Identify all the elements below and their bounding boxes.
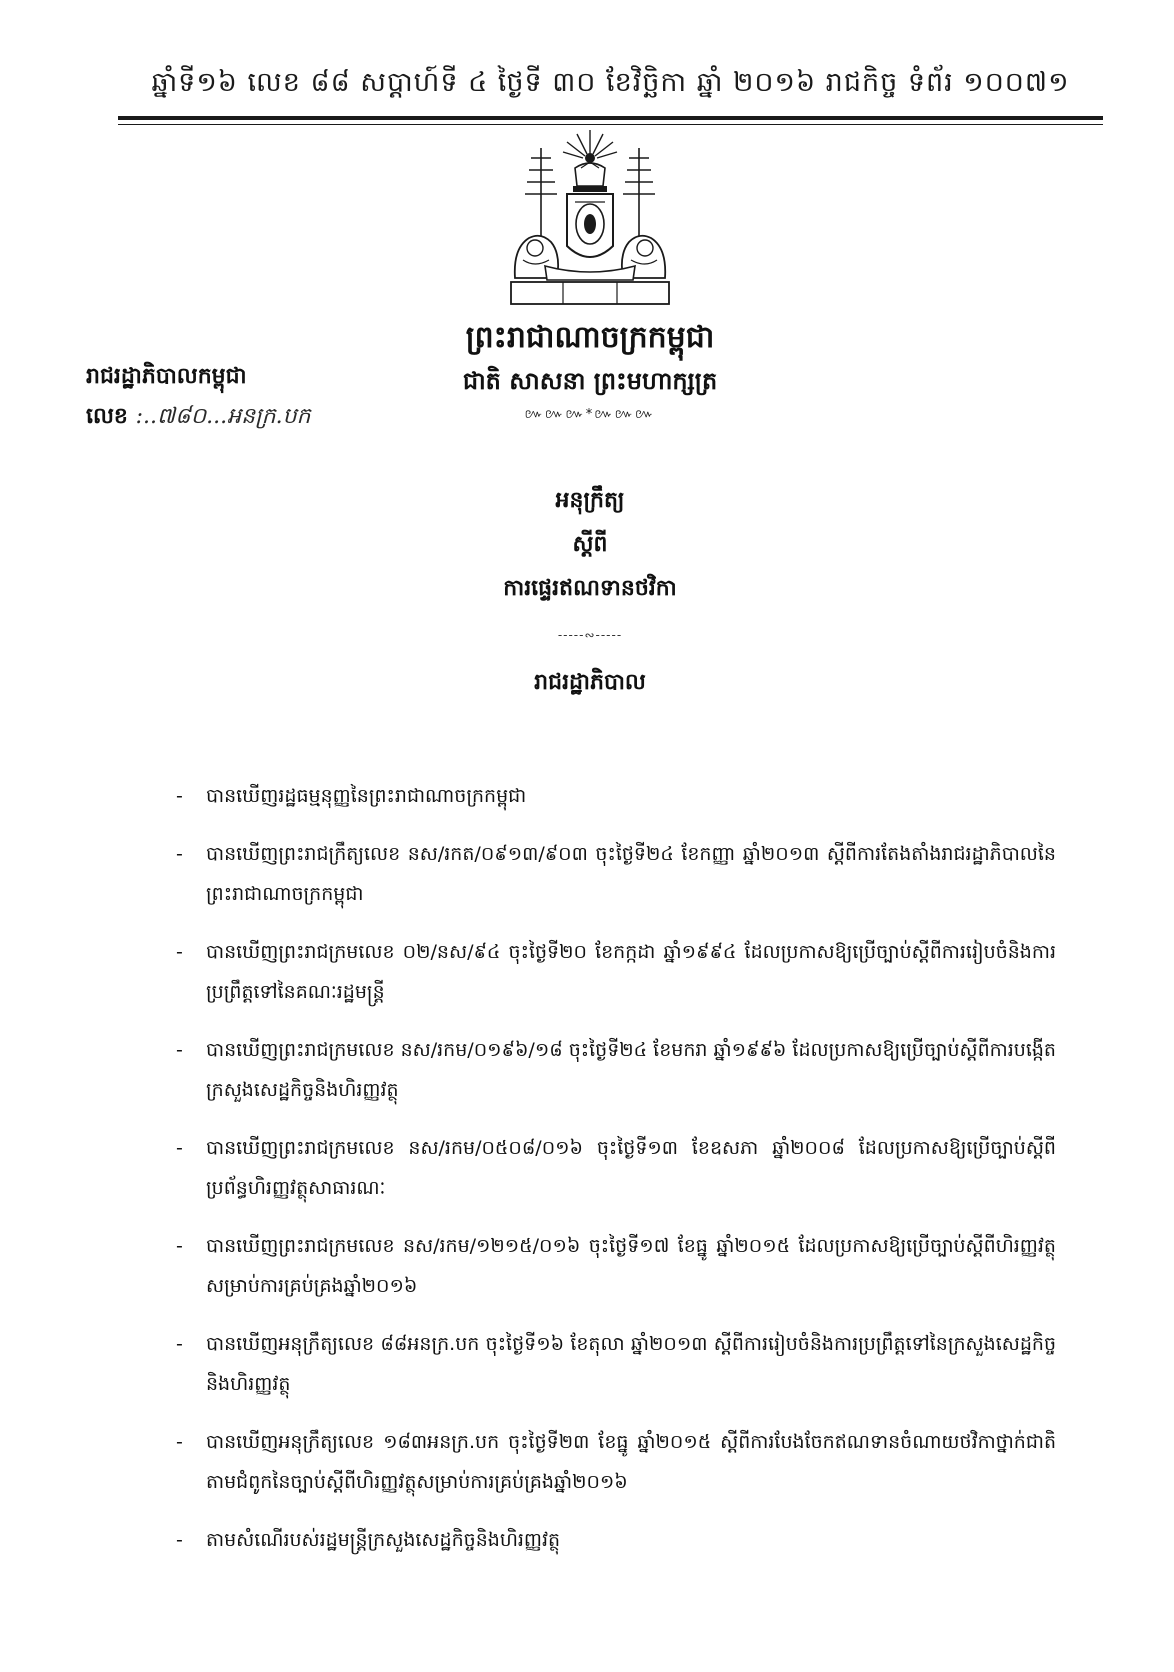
- recital-text: បានឃើញព្រះរាជក្រឹត្យលេខ នស/រកត/០៩១៣/៩០៣ ចុះថ្ងៃទី២៤ ខែកញ្ញា ឆ្នាំ២០១៣ ស្តីពីការតែងតាំងរាជរដ្ឋាភិបាលនៃព្រះរាជាណាចក្រកម្ពុជា: [206, 843, 1056, 905]
- document-number-label: លេខ: [86, 404, 128, 429]
- recital-text: តាមសំណើរបស់រដ្ឋមន្ត្រីក្រសួងសេដ្ឋកិច្ចនិងហិរញ្ញវត្ថុ: [206, 1529, 561, 1551]
- list-item: - បានឃើញព្រះរាជក្រឹត្យលេខ នស/រកត/០៩១៣/៩០៣ ចុះថ្ងៃទី២៤ ខែកញ្ញា ឆ្នាំ២០១៣ ស្តីពីការតែងតាំងរាជរដ្ឋាភិបាលនៃព្រះរាជាណាចក្រកម្ពុជា: [176, 834, 1056, 914]
- list-item: - តាមសំណើរបស់រដ្ឋមន្ត្រីក្រសួងសេដ្ឋកិច្ចនិងហិរញ្ញវត្ថុ: [176, 1520, 1056, 1560]
- issuing-government: រាជរដ្ឋាភិបាលកម្ពុជា: [86, 364, 247, 389]
- list-item: - បានឃើញអនុក្រឹត្យលេខ ១៨៣អនក្រ.បក ចុះថ្ងៃទី២៣ ខែធ្នូ ឆ្នាំ២០១៥ ស្តីពីការបែងចែកឥណទានចំណាយថវិកាថ្នាក់ជាតិតាមជំពូកនៃច្បាប់ស្តីពីហិរញ្ញវត្ថុសម្រាប់ការគ្រប់គ្រងឆ្នាំ២០១៦: [176, 1422, 1056, 1502]
- list-item: - បានឃើញព្រះរាជក្រមលេខ នស/រកម/០១៩៦/១៨ ចុះថ្ងៃទី២៤ ខែមករា ឆ្នាំ១៩៩៦ ដែលប្រកាសឱ្យប្រើច្បាប់ស្តីពីការបង្កើតក្រសួងសេដ្ឋកិច្ចនិងហិរញ្ញវត្ថុ: [176, 1030, 1056, 1110]
- recital-text: បានឃើញព្រះរាជក្រមលេខ ០២/នស/៩៤ ចុះថ្ងៃទី២០ ខែកក្កដា ឆ្នាំ១៩៩៤ ដែលប្រកាសឱ្យប្រើច្បាប់ស្តីពីការរៀបចំនិងការប្រព្រឹត្តទៅនៃគណៈរដ្ឋមន្ត្រី: [206, 941, 1056, 1003]
- recitals-list: [176, 776, 1056, 1578]
- recital-text: បានឃើញព្រះរាជក្រមលេខ នស/រកម/១២១៥/០១៦ ចុះថ្ងៃទី១៧ ខែធ្នូ ឆ្នាំ២០១៥ ដែលប្រកាសឱ្យប្រើច្បាប់ស្តីពីហិរញ្ញវត្ថុសម្រាប់ការគ្រប់គ្រងឆ្នាំ២០១៦: [206, 1235, 1056, 1297]
- list-item: - បានឃើញព្រះរាជក្រមលេខ ០២/នស/៩៤ ចុះថ្ងៃទី២០ ខែកក្កដា ឆ្នាំ១៩៩៤ ដែលប្រកាសឱ្យប្រើច្បាប់ស្តីពីការរៀបចំនិងការប្រព្រឹត្តទៅនៃគណៈរដ្ឋមន្ត្រី: [176, 932, 1056, 1012]
- document-about: ស្តីពី: [572, 532, 608, 557]
- motto-ornament: ៚៚៚*៚៚៚: [524, 407, 656, 422]
- gazette-header: ឆ្នាំទី១៦ លេខ ៨៨ សប្តាហ៍ទី ៤ ថ្ងៃទី ៣០ ខែវិច្ឆិកា ឆ្នាំ ២០១៦ រាជកិច្ច ទំព័រ ១០០៧១: [151, 67, 1070, 98]
- header-rule: [118, 116, 1103, 120]
- list-item: - បានឃើញព្រះរាជក្រមលេខ នស/រកម/១២១៥/០១៦ ចុះថ្ងៃទី១៧ ខែធ្នូ ឆ្នាំ២០១៥ ដែលប្រកាសឱ្យប្រើច្បាប់ស្តីពីហិរញ្ញវត្ថុសម្រាប់ការគ្រប់គ្រងឆ្នាំ២០១៦: [176, 1226, 1056, 1306]
- issuing-body: រាជរដ្ឋាភិបាល: [534, 670, 646, 695]
- kingdom-name: ព្រះរាជាណាចក្រកម្ពុជា: [465, 320, 715, 355]
- header-rule-thin: [118, 124, 1103, 125]
- title-divider: -----∾-----: [557, 628, 623, 642]
- recital-text: បានឃើញព្រះរាជក្រមលេខ នស/រកម/០១៩៦/១៨ ចុះថ្ងៃទី២៤ ខែមករា ឆ្នាំ១៩៩៦ ដែលប្រកាសឱ្យប្រើច្បាប់ស្តីពីការបង្កើតក្រសួងសេដ្ឋកិច្ចនិងហិរញ្ញវត្ថុ: [206, 1039, 1056, 1101]
- list-item: - បានឃើញព្រះរាជក្រមលេខ នស/រកម/០៥០៨/០១៦ ចុះថ្ងៃទី១៣ ខែឧសភា ឆ្នាំ២០០៨ ដែលប្រកាសឱ្យប្រើច្បាប់ស្តីពីប្រព័ន្ធហិរញ្ញវត្ថុសាធារណៈ: [176, 1128, 1056, 1208]
- royal-coat-of-arms-icon: [505, 128, 675, 310]
- recital-text: បានឃើញព្រះរាជក្រមលេខ នស/រកម/០៥០៨/០១៦ ចុះថ្ងៃទី១៣ ខែឧសភា ឆ្នាំ២០០៨ ដែលប្រកាសឱ្យប្រើច្បាប់ស្តីពីប្រព័ន្ធហិរញ្ញវត្ថុសាធារណៈ: [206, 1137, 1056, 1199]
- list-item: - បានឃើញអនុក្រឹត្យលេខ ៨៨អនក្រ.បក ចុះថ្ងៃទី១៦ ខែតុលា ឆ្នាំ២០១៣ ស្តីពីការរៀបចំនិងការប្រព្រឹត្តទៅនៃក្រសួងសេដ្ឋកិច្ចនិងហិរញ្ញវត្ថុ: [176, 1324, 1056, 1404]
- national-motto: ជាតិ សាសនា ព្រះមហាក្សត្រ: [462, 367, 718, 395]
- document-type: អនុក្រឹត្យ: [555, 488, 625, 513]
- recital-text: បានឃើញអនុក្រឹត្យលេខ ៨៨អនក្រ.បក ចុះថ្ងៃទី១៦ ខែតុលា ឆ្នាំ២០១៣ ស្តីពីការរៀបចំនិងការប្រព្រឹត្តទៅនៃក្រសួងសេដ្ឋកិច្ចនិងហិរញ្ញវត្ថុ: [206, 1333, 1056, 1395]
- recital-text: បានឃើញរដ្ឋធម្មនុញ្ញនៃព្រះរាជាណាចក្រកម្ពុជា: [206, 785, 527, 807]
- document-number: [86, 402, 311, 434]
- document-number-value: :..៧៨០...អនក្រ.បក: [135, 404, 311, 429]
- recital-text: បានឃើញអនុក្រឹត្យលេខ ១៨៣អនក្រ.បក ចុះថ្ងៃទី២៣ ខែធ្នូ ឆ្នាំ២០១៥ ស្តីពីការបែងចែកឥណទានចំណាយថវិកាថ្នាក់ជាតិតាមជំពូកនៃច្បាប់ស្តីពីហិរញ្ញវត្ថុសម្រាប់ការគ្រប់គ្រងឆ្នាំ២០១៦: [206, 1431, 1056, 1493]
- list-item: - បានឃើញរដ្ឋធម្មនុញ្ញនៃព្រះរាជាណាចក្រកម្ពុជា: [176, 776, 1056, 816]
- document-subject: ការផ្ទេរឥណទានថវិកា: [503, 576, 677, 601]
